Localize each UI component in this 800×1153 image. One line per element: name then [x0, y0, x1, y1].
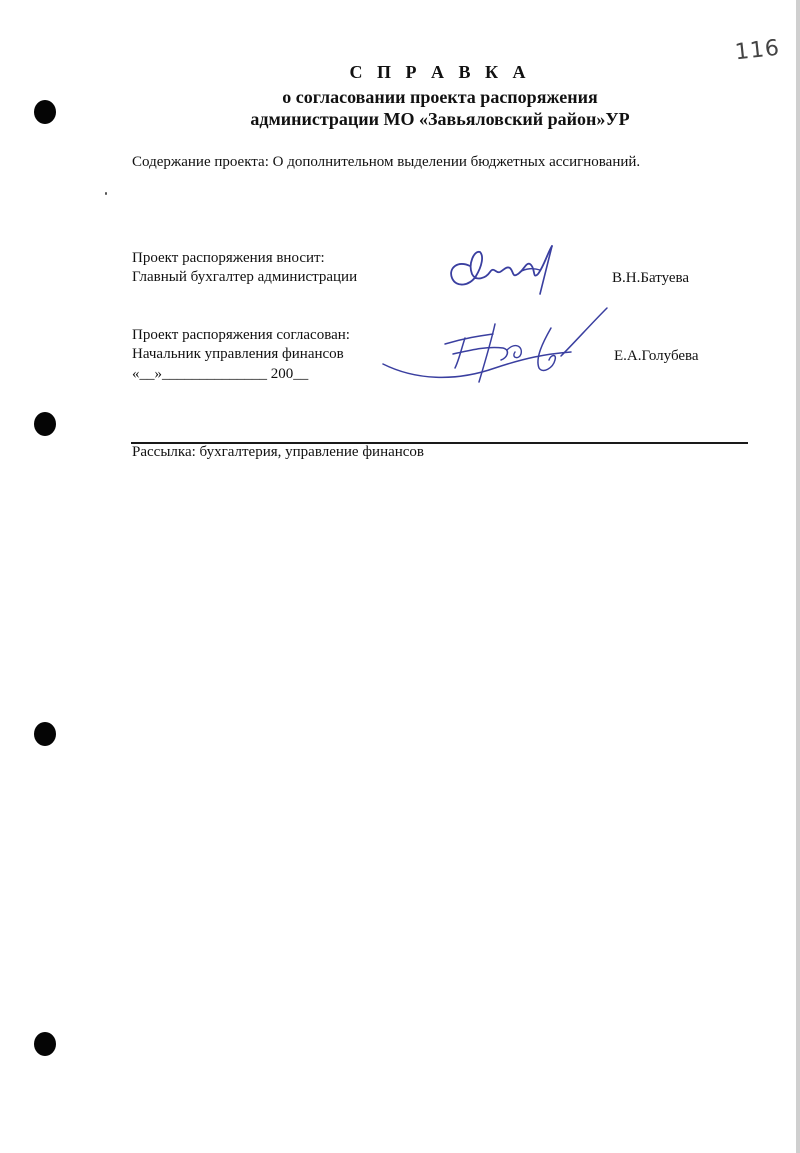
- submitter-label: Проект распоряжения вносит:: [132, 250, 325, 266]
- approval-date-line: «__»______________ 200__: [132, 366, 309, 382]
- submitter-name: В.Н.Батуева: [612, 270, 690, 286]
- scan-speck: [105, 192, 107, 195]
- signature-approver: [375, 302, 615, 392]
- scan-edge: [796, 0, 800, 1153]
- approver-position: Начальник управления финансов: [132, 346, 344, 362]
- punch-hole: [34, 100, 56, 124]
- document-title: С П Р А В К А: [349, 62, 531, 82]
- handwritten-page-number: 116: [733, 35, 782, 66]
- punch-hole: [34, 1032, 56, 1056]
- distribution-list: Рассылка: бухгалтерия, управление финансов: [132, 444, 425, 460]
- submitter-position: Главный бухгалтер администрации: [132, 269, 358, 285]
- punch-hole: [34, 412, 56, 436]
- project-content: Содержание проекта: О дополнительном выделении бюджетных ассигнований.: [132, 154, 641, 170]
- document-subtitle-line-2: администрации МО «Завьяловский район»УР: [250, 109, 630, 129]
- signature-submitter: [440, 238, 570, 308]
- punch-hole: [34, 722, 56, 746]
- document-subtitle-line-1: о согласовании проекта распоряжения: [282, 87, 598, 107]
- approver-name: Е.А.Голубева: [614, 348, 699, 364]
- approver-label: Проект распоряжения согласован:: [132, 327, 350, 343]
